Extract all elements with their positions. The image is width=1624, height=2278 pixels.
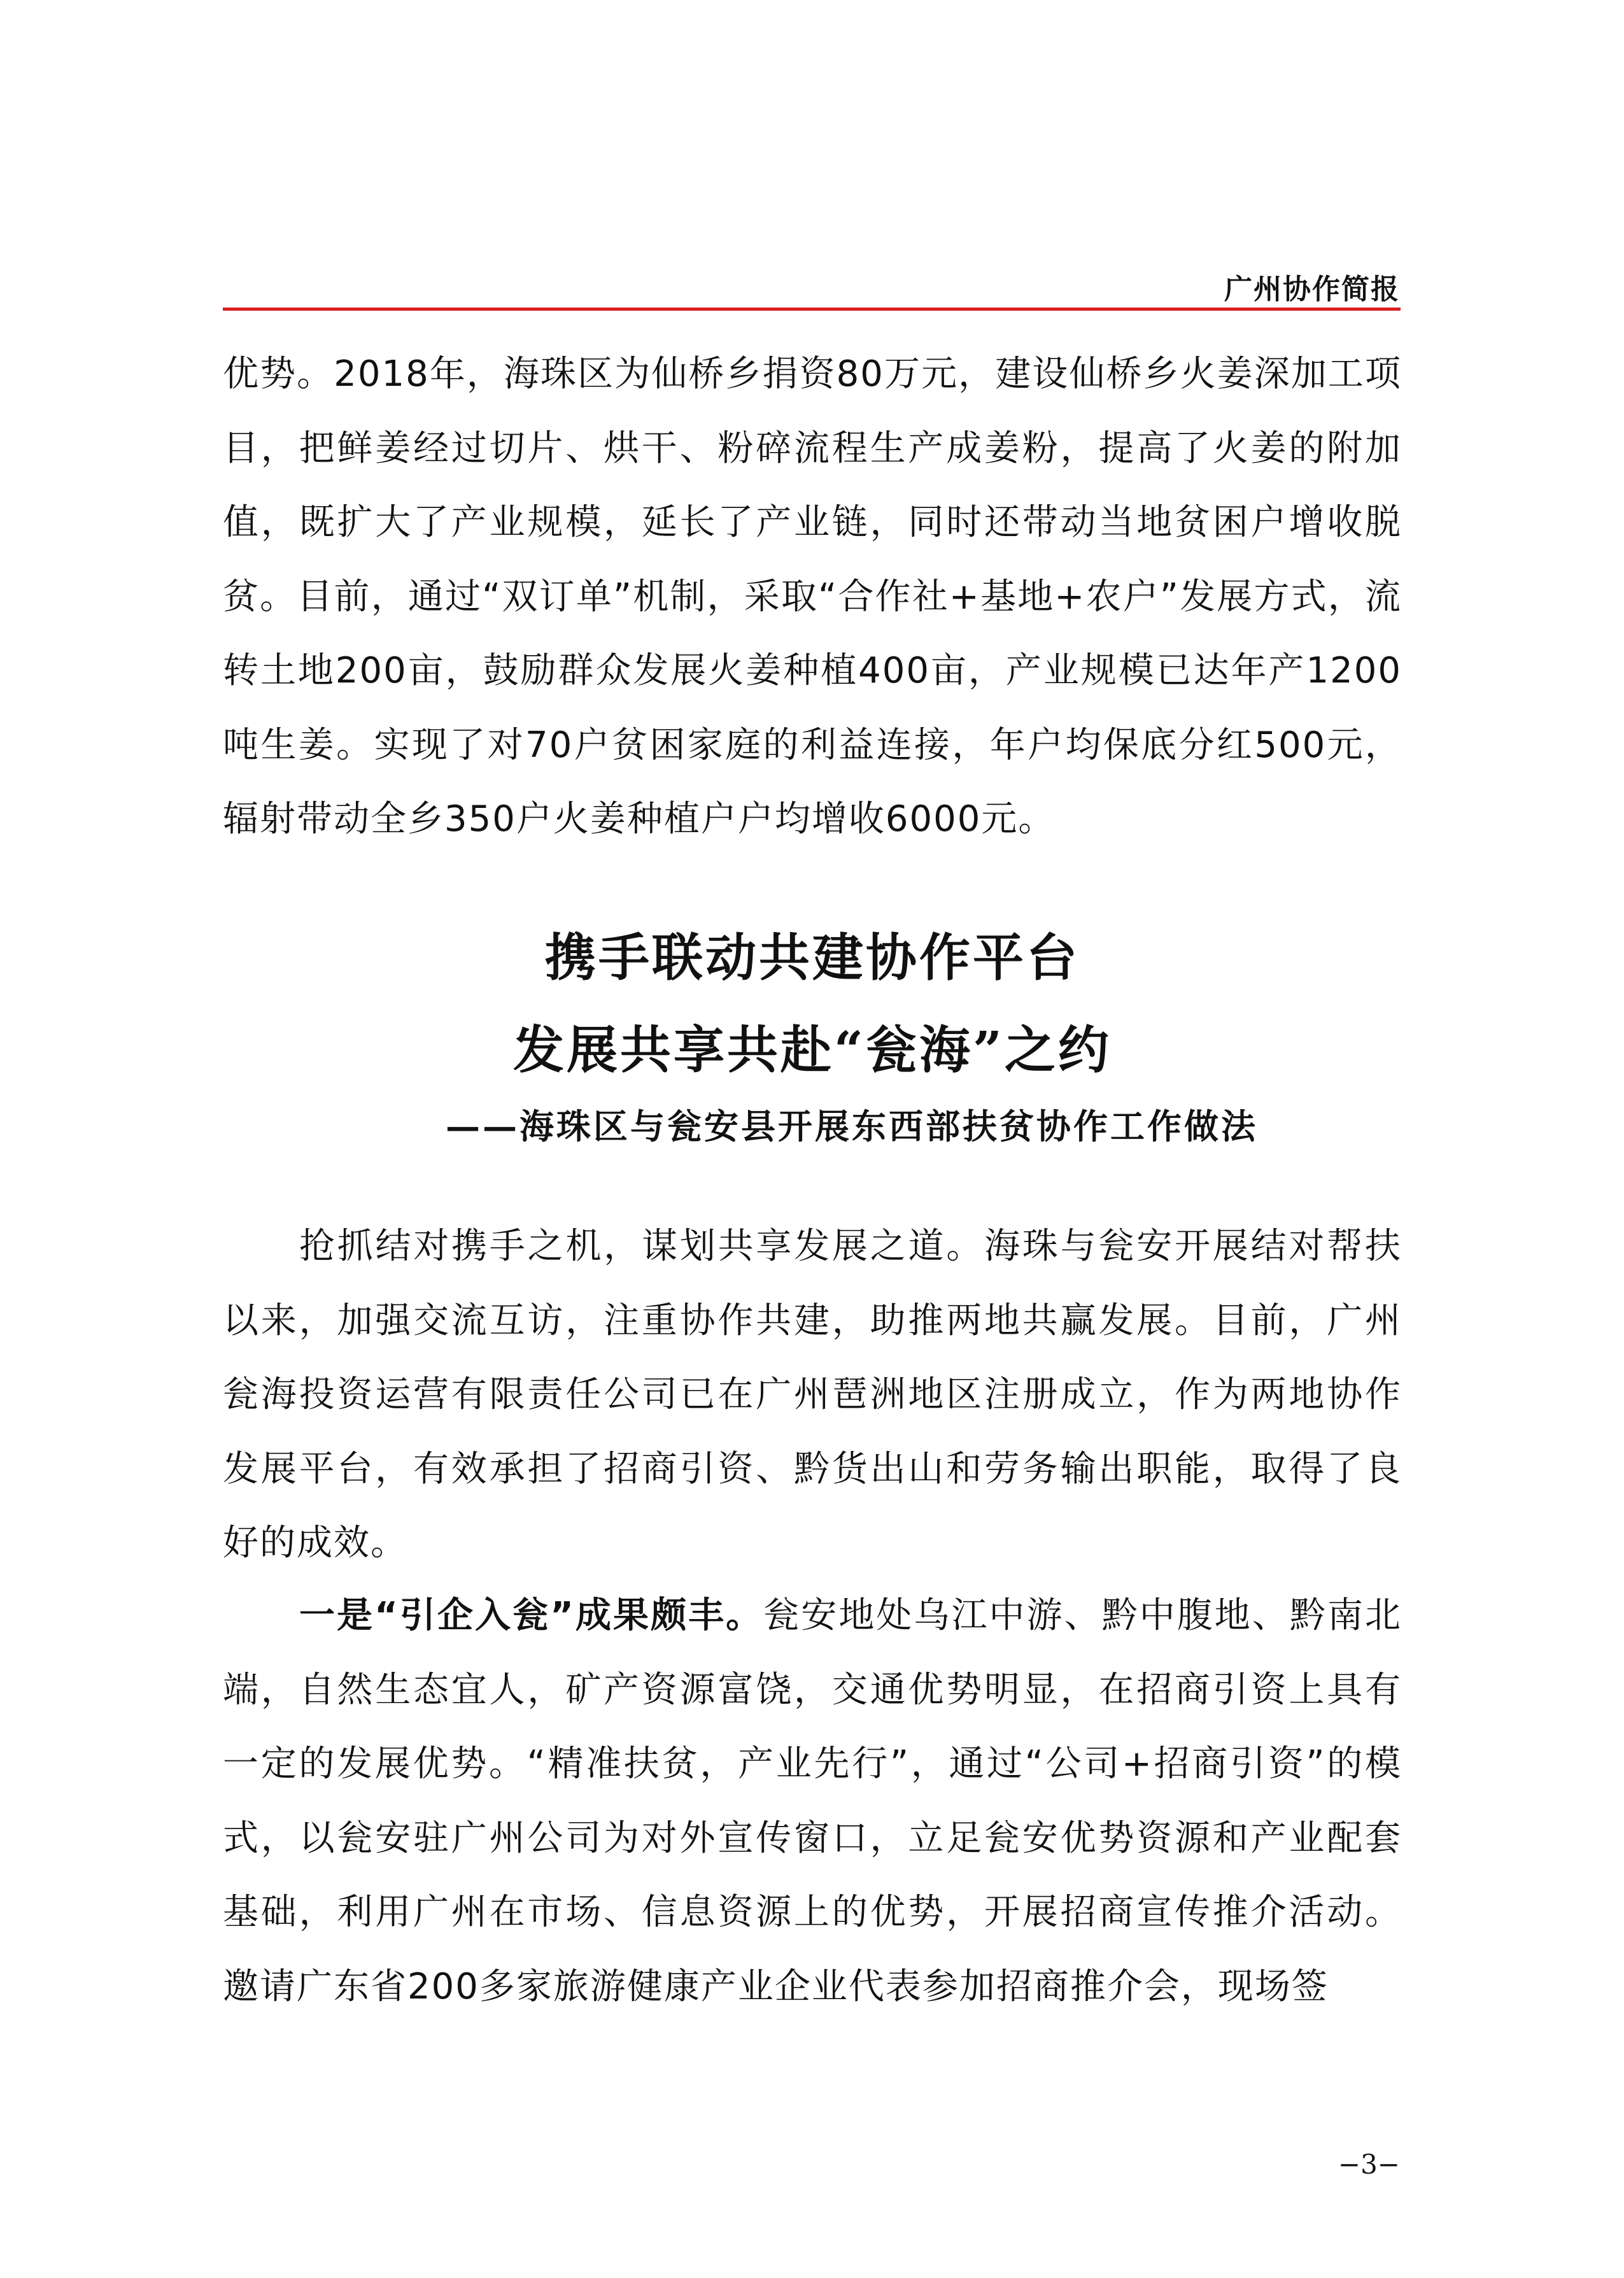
paragraph-body: 瓮安地处乌江中游、黔中腹地、黔南北端，自然生态宜人，矿产资源富饶，交通优势明显，在招商引资上具有一定的发展优势。“精准扶贫，产业先行”，通过“公司+招商引资”的模式，以瓮安驻广州公司为对外宣传窗口，立足瓮安优势资源和产业配套基础，利用广州在市场、信息资源上的优势，开展招商宣传推介活动。邀请广东省200多家旅游健康产业企业代表参加招商推介会，现场签 <box>223 1595 1402 2007</box>
header-title: 广州协作简报 <box>1224 273 1400 306</box>
article-subtitle: ——海珠区与瓮安县开展东西部扶贫协作工作做法 <box>446 1106 1258 1147</box>
article-title-line-1: 携手联动共建协作平台 <box>545 928 1080 987</box>
paragraph-continued: 优势。2018年，海珠区为仙桥乡捐资80万元，建设仙桥乡火姜深加工项目，把鲜姜经过切片、烘干、粉碎流程生产成姜粉，提高了火姜的附加值，既扩大了产业规模，延长了产业链，同时还带动当地贫困户增收脱贫。目前，通过“双订单”机制，采取“合作社+基地+农户”发展方式，流转土地200亩，鼓励群众发展火姜种植400亩，产业规模已达年产1200吨生姜。实现了对70户贫困家庭的利益连接，年户均保底分红500元，辐射带动全乡350户火姜种植户户均增收6000元。 <box>223 353 1402 840</box>
article-title-line-2: 发展共享共赴“瓮海”之约 <box>512 1020 1112 1080</box>
paragraph-intro: 抢抓结对携手之机，谋划共享发展之道。海珠与瓮安开展结对帮扶以来，加强交流互访，注重协作共建，助推两地共赢发展。目前，广州瓮海投资运营有限责任公司已在广州琶洲地区注册成立，作为两地协作发展平台，有效承担了招商引资、黔货出山和劳务输出职能，取得了良好的成效。 <box>223 1226 1402 1564</box>
header-rule <box>223 308 1401 311</box>
paragraph-point-one <box>223 1579 1402 2024</box>
page-number: −3− <box>1338 2149 1400 2180</box>
paragraph-lead: 一是“引企入瓮”成果颇丰。 <box>299 1595 764 1636</box>
